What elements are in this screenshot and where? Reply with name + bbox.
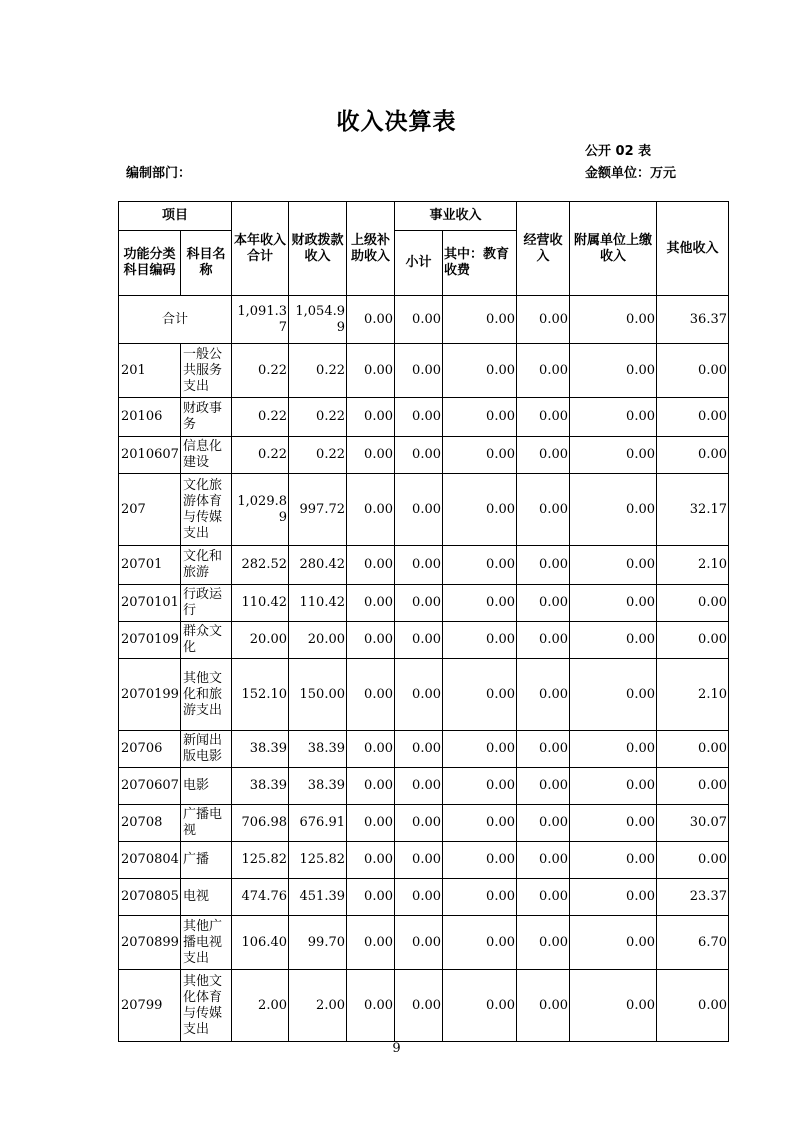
amount-cell: 0.00	[570, 731, 657, 768]
amount-cell: 38.39	[289, 768, 347, 805]
table-row	[119, 916, 729, 970]
subject-name: 一般公共服务支出	[181, 344, 232, 398]
amount-cell: 0.00	[395, 659, 443, 731]
amount-cell: 30.07	[657, 805, 729, 842]
amount-cell: 0.00	[517, 731, 570, 768]
amount-cell: 0.00	[347, 585, 395, 622]
amount-cell: 106.40	[232, 916, 289, 970]
amount-cell: 0.00	[657, 585, 729, 622]
subject-name: 广播电视	[181, 805, 232, 842]
subject-name: 群众文化	[181, 622, 232, 659]
subject-code: 201	[119, 344, 181, 398]
amount-cell: 20.00	[289, 622, 347, 659]
amount-cell: 0.00	[395, 546, 443, 585]
subject-code: 20708	[119, 805, 181, 842]
amount-cell: 0.00	[517, 398, 570, 437]
amount-cell: 0.00	[395, 474, 443, 546]
subject-code: 20706	[119, 731, 181, 768]
amount-cell: 0.00	[517, 437, 570, 474]
amount-cell: 0.00	[570, 768, 657, 805]
header-total-income: 本年收入合计	[232, 202, 289, 296]
amount-cell: 125.82	[232, 842, 289, 879]
amount-cell: 676.91	[289, 805, 347, 842]
amount-cell: 99.70	[289, 916, 347, 970]
amount-cell: 110.42	[289, 585, 347, 622]
amount-cell: 0.00	[657, 970, 729, 1042]
subject-name: 其他文化和旅游支出	[181, 659, 232, 731]
amount-cell: 0.00	[443, 344, 517, 398]
amount-cell: 0.00	[443, 585, 517, 622]
table-row	[119, 546, 729, 585]
amount-cell: 0.22	[232, 437, 289, 474]
page-number: 9	[392, 1041, 401, 1056]
amount-cell: 0.00	[570, 879, 657, 916]
amount-cell: 0.00	[395, 916, 443, 970]
total-cell: 0.00	[395, 296, 443, 344]
amount-cell: 0.00	[443, 398, 517, 437]
amount-cell: 0.00	[347, 879, 395, 916]
amount-cell: 0.00	[517, 842, 570, 879]
amount-cell: 0.00	[570, 970, 657, 1042]
amount-cell: 0.00	[395, 344, 443, 398]
amount-cell: 0.00	[347, 916, 395, 970]
amount-cell: 0.00	[570, 474, 657, 546]
amount-cell: 125.82	[289, 842, 347, 879]
amount-cell: 0.00	[570, 585, 657, 622]
amount-cell: 0.00	[517, 546, 570, 585]
amount-cell: 0.00	[347, 344, 395, 398]
subject-name: 财政事务	[181, 398, 232, 437]
amount-cell: 38.39	[232, 768, 289, 805]
amount-cell: 0.00	[657, 768, 729, 805]
amount-cell: 0.00	[570, 622, 657, 659]
page-title: 收入决算表	[336, 109, 457, 135]
total-cell: 36.37	[657, 296, 729, 344]
amount-cell: 32.17	[657, 474, 729, 546]
amount-cell: 2.00	[232, 970, 289, 1042]
header-affiliated-income: 附属单位上缴收入	[570, 202, 657, 296]
amount-cell: 0.00	[443, 474, 517, 546]
amount-cell: 0.00	[517, 344, 570, 398]
amount-cell: 0.00	[347, 805, 395, 842]
table-row	[119, 842, 729, 879]
total-cell: 0.00	[443, 296, 517, 344]
subject-name: 文化和旅游	[181, 546, 232, 585]
table-row	[119, 437, 729, 474]
amount-cell: 0.00	[395, 879, 443, 916]
amount-cell: 0.00	[395, 731, 443, 768]
header-subtotal: 小计	[395, 231, 443, 296]
subject-code: 2070804	[119, 842, 181, 879]
amount-cell: 0.00	[395, 805, 443, 842]
amount-cell: 0.00	[347, 474, 395, 546]
amount-cell: 0.00	[347, 437, 395, 474]
amount-cell: 0.00	[347, 546, 395, 585]
amount-cell: 0.00	[517, 879, 570, 916]
subject-code: 2070199	[119, 659, 181, 731]
amount-cell: 0.00	[347, 659, 395, 731]
subject-name: 新闻出版电影	[181, 731, 232, 768]
subject-name: 其他广播电视支出	[181, 916, 232, 970]
department-label: 编制部门：	[126, 166, 192, 181]
subject-code: 2070805	[119, 879, 181, 916]
subject-code: 20701	[119, 546, 181, 585]
amount-cell: 0.00	[517, 768, 570, 805]
amount-cell: 0.00	[395, 768, 443, 805]
subject-code: 20799	[119, 970, 181, 1042]
amount-cell: 0.00	[657, 398, 729, 437]
subject-code: 2010607	[119, 437, 181, 474]
amount-cell: 2.10	[657, 546, 729, 585]
amount-cell: 0.00	[395, 398, 443, 437]
amount-cell: 0.00	[395, 970, 443, 1042]
amount-cell: 0.00	[347, 970, 395, 1042]
amount-cell: 0.00	[395, 437, 443, 474]
subject-code: 2070109	[119, 622, 181, 659]
amount-cell: 280.42	[289, 546, 347, 585]
header-operating-income: 经营收入	[517, 202, 570, 296]
subject-name: 其他文化体育与传媒支出	[181, 970, 232, 1042]
amount-cell: 0.00	[347, 768, 395, 805]
subject-code: 2070607	[119, 768, 181, 805]
amount-cell: 152.10	[232, 659, 289, 731]
amount-cell: 0.00	[657, 437, 729, 474]
amount-cell: 2.10	[657, 659, 729, 731]
table-row	[119, 805, 729, 842]
form-number: 公开 02 表	[585, 144, 652, 159]
table-row	[119, 398, 729, 437]
amount-cell: 0.00	[347, 842, 395, 879]
header-fiscal-allocation: 财政拨款收入	[289, 202, 347, 296]
table-row	[119, 585, 729, 622]
total-cell: 0.00	[347, 296, 395, 344]
amount-cell: 38.39	[289, 731, 347, 768]
total-cell: 0.00	[517, 296, 570, 344]
table-row	[119, 622, 729, 659]
total-cell: 1,091.37	[232, 296, 289, 344]
amount-cell: 0.22	[289, 398, 347, 437]
amount-cell: 282.52	[232, 546, 289, 585]
amount-cell: 0.00	[570, 546, 657, 585]
total-cell: 0.00	[570, 296, 657, 344]
amount-cell: 0.00	[517, 659, 570, 731]
amount-cell: 0.00	[570, 344, 657, 398]
amount-cell: 0.00	[657, 842, 729, 879]
subject-name: 电视	[181, 879, 232, 916]
amount-cell: 110.42	[232, 585, 289, 622]
subject-code: 20106	[119, 398, 181, 437]
amount-cell: 0.00	[443, 622, 517, 659]
amount-cell: 0.00	[570, 659, 657, 731]
subject-name: 电影	[181, 768, 232, 805]
amount-cell: 474.76	[232, 879, 289, 916]
amount-cell: 997.72	[289, 474, 347, 546]
amount-cell: 0.00	[347, 622, 395, 659]
amount-cell: 0.00	[443, 731, 517, 768]
amount-cell: 38.39	[232, 731, 289, 768]
amount-cell: 6.70	[657, 916, 729, 970]
table-body	[119, 296, 729, 1042]
header-superior-subsidy: 上级补助收入	[347, 202, 395, 296]
amount-cell: 0.00	[443, 659, 517, 731]
amount-cell: 0.00	[395, 842, 443, 879]
amount-cell: 0.22	[232, 398, 289, 437]
amount-cell: 0.00	[517, 805, 570, 842]
amount-cell: 0.00	[443, 879, 517, 916]
amount-cell: 0.00	[570, 437, 657, 474]
amount-cell: 20.00	[232, 622, 289, 659]
amount-cell: 0.00	[443, 842, 517, 879]
subject-code: 2070899	[119, 916, 181, 970]
header-education-fee: 其中：教育收费	[443, 231, 517, 296]
amount-cell: 0.00	[443, 970, 517, 1042]
table-row	[119, 659, 729, 731]
amount-cell: 0.00	[443, 916, 517, 970]
amount-cell: 0.00	[517, 970, 570, 1042]
amount-cell: 1,029.89	[232, 474, 289, 546]
amount-cell: 0.00	[395, 585, 443, 622]
subject-name: 行政运行	[181, 585, 232, 622]
amount-cell: 0.22	[289, 437, 347, 474]
amount-cell: 0.22	[232, 344, 289, 398]
subject-name: 信息化建设	[181, 437, 232, 474]
amount-cell: 0.00	[443, 437, 517, 474]
amount-cell: 0.22	[289, 344, 347, 398]
amount-cell: 0.00	[443, 768, 517, 805]
amount-cell: 0.00	[443, 546, 517, 585]
total-row	[119, 296, 729, 344]
amount-cell: 0.00	[657, 731, 729, 768]
subject-code: 207	[119, 474, 181, 546]
amount-cell: 451.39	[289, 879, 347, 916]
amount-cell: 23.37	[657, 879, 729, 916]
amount-cell: 0.00	[657, 344, 729, 398]
table-row	[119, 970, 729, 1042]
amount-cell: 0.00	[443, 805, 517, 842]
header-func-code: 功能分类科目编码	[119, 231, 181, 296]
amount-cell: 0.00	[570, 842, 657, 879]
amount-cell: 0.00	[517, 916, 570, 970]
subject-code: 2070101	[119, 585, 181, 622]
amount-cell: 150.00	[289, 659, 347, 731]
amount-cell: 0.00	[347, 398, 395, 437]
amount-cell: 0.00	[570, 916, 657, 970]
header-business-income: 事业收入	[395, 202, 517, 231]
table-row	[119, 344, 729, 398]
header-item: 项目	[119, 202, 232, 231]
header-subject-name: 科目名称	[181, 231, 232, 296]
amount-cell: 706.98	[232, 805, 289, 842]
table-row	[119, 879, 729, 916]
table-row	[119, 474, 729, 546]
amount-cell: 0.00	[347, 731, 395, 768]
table-row	[119, 731, 729, 768]
subject-name: 文化旅游体育与传媒支出	[181, 474, 232, 546]
income-table	[118, 201, 729, 1042]
total-cell: 1,054.99	[289, 296, 347, 344]
amount-cell: 0.00	[395, 622, 443, 659]
total-label: 合计	[119, 296, 232, 344]
amount-cell: 0.00	[517, 585, 570, 622]
table-row	[119, 768, 729, 805]
amount-cell: 0.00	[570, 398, 657, 437]
amount-cell: 2.00	[289, 970, 347, 1042]
amount-cell: 0.00	[570, 805, 657, 842]
amount-cell: 0.00	[517, 622, 570, 659]
subject-name: 广播	[181, 842, 232, 879]
header-other-income: 其他收入	[657, 202, 729, 296]
amount-cell: 0.00	[657, 622, 729, 659]
amount-cell: 0.00	[517, 474, 570, 546]
unit-label: 金额单位：万元	[585, 166, 677, 181]
